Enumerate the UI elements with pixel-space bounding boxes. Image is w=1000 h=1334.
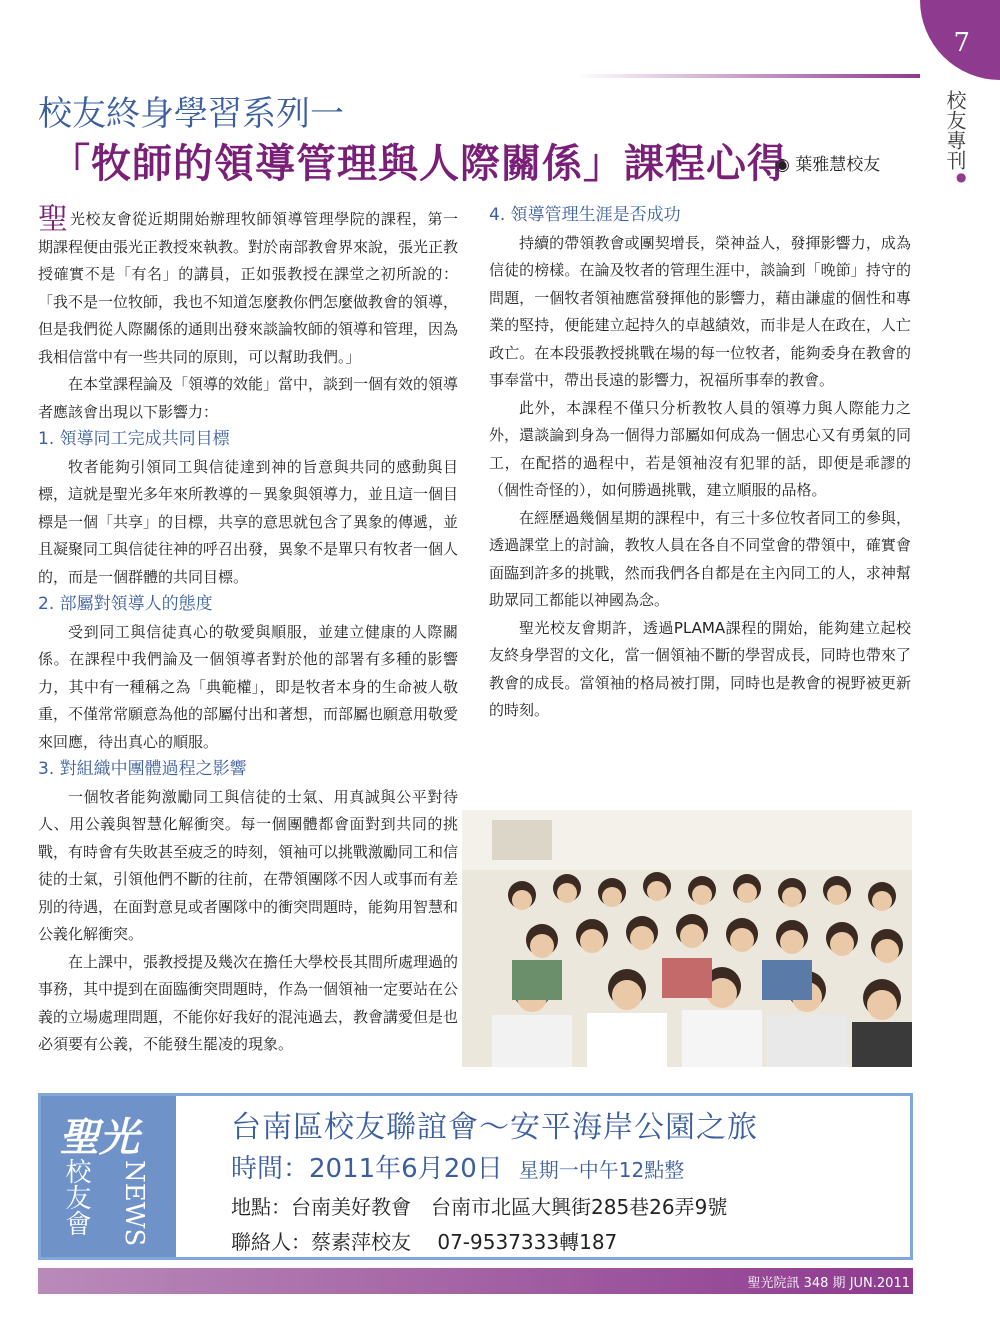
section-heading-4: 4. 領導管理生涯是否成功 [489, 205, 681, 225]
article-byline: ◉ 葉雅慧校友 [775, 155, 881, 175]
news-content [231, 1102, 758, 1255]
paragraph: 在經歷過幾個星期的課程中，有三十多位牧者同工的參與，透過課堂上的討論，教牧人員在各自不同堂會的帶領中，確實會面臨到許多的挑戰，然而我們各自都是在主內同工的人，求神幫助眾同工都能以神國為念。 [489, 508, 911, 609]
news-logo-main: 聖光 [59, 1114, 139, 1161]
paragraph: 受到同工與信徒真心的敬愛與順服，並建立健康的人際關係。在課程中我們論及一個領導者對於他的部署有多種的影響力，其中有一種稱之為「典範權」，即是牧者本身的生命被人敬重，不僅常常願意為他的部屬付出和著想，而部屬也願意用敬愛來回應，待出真心的順服。 [38, 622, 459, 751]
header-rule [575, 74, 920, 78]
paragraph: 牧者能夠引領同工與信徒達到神的旨意與共同的感動與目標，這就是聖光多年來所教導的－異象與領導力，並且這一個目標是一個「共享」的目標，共享的意思就包含了異象的傳遞，並且凝聚同工與信徒往神的呼召出發，異象不是單只有牧者一個人的，而是一個群體的共同目標。 [38, 457, 459, 586]
footer-issue: 聖光院訊 348 期 JUN.2011 [747, 1276, 910, 1291]
series-title: 校友終身學習系列一 [38, 94, 344, 134]
news-location: 地點：台南美好教會 台南市北區大興街285巷26弄9號 [231, 1195, 728, 1219]
drop-cap: 聖 [38, 202, 68, 237]
bullet-dot-icon: ● [956, 170, 967, 184]
right-column [489, 202, 911, 725]
paragraph: 聖光校友會期許，透過PLAMA課程的開始，能夠建立起校友終身學習的文化，當一個領袖不斷的學習成長，同時也帶來了教會的成長。當領袖的格局被打開，同時也是教會的視野被更新的時刻。 [489, 618, 911, 719]
intro-paragraph [38, 202, 459, 371]
group-photo [462, 810, 912, 1067]
news-logo-word: NEWS [119, 1160, 149, 1247]
news-title: 台南區校友聯誼會～安平海岸公園之旅 [231, 1110, 758, 1145]
news-logo-panel [41, 1096, 176, 1257]
section-heading-1: 1. 領導同工完成共同目標 [38, 429, 230, 449]
paragraph: 在上課中，張教授提及幾次在擔任大學校長其間所處理過的事務，其中提到在面臨衝突問題時，作為一個領袖一定要站在公義的立場處理問題，不能你好我好的混沌過去，教會講愛但是也必須要有公義，不能發生罷凌的現象。 [38, 952, 459, 1053]
article-headline: 「牧師的領導管理與人際關係」課程心得 [50, 141, 788, 187]
paragraph: 持續的帶領教會或團契增長，榮神益人，發揮影響力，成為信徒的榜樣。在論及牧者的管理生涯中，談論到「晚節」持守的問題，一個牧者領袖應當發揮他的影響力，藉由謙虛的個性和專業的堅持，便能建立起持久的卓越績效，而非是人在政在，人亡政亡。在本段張教授挑戰在場的每一位牧者，能夠委身在教會的事奉當中，帶出長遠的影響力，祝福所事奉的教會。 [489, 233, 911, 389]
paragraph: 在本堂課程論及「領導的效能」當中，談到一個有效的領導者應該會出現以下影響力： [38, 375, 459, 421]
news-time [231, 1148, 758, 1185]
paragraph: 此外，本課程不僅只分析教牧人員的領導力與人際能力之外，還談論到身為一個得力部屬如何成為一個忠心又有勇氣的同工，在配搭的過程中，若是領袖沒有犯罪的話，即便是乖謬的（個性奇怪的），如何勝過挑戰，建立順服的品格。 [489, 398, 911, 499]
news-announcement-box [38, 1093, 913, 1260]
section-heading-3: 3. 對組織中團體過程之影響 [38, 759, 247, 779]
news-logo-assoc: 校友會 [61, 1158, 91, 1236]
section-sidebar [942, 90, 982, 184]
news-time-extra: 星期一中午12點整 [518, 1158, 685, 1182]
news-contact: 聯絡人：蔡素萍校友 07-9537333轉187 [231, 1230, 618, 1254]
section-label: 校友專刊 [943, 90, 967, 170]
paragraph: 一個牧者能夠激勵同工與信徒的士氣、用真誠與公平對待人、用公義與智慧化解衝突。每一個團體都會面對到共同的挑戰，有時會有失敗甚至疲乏的時刻，領袖可以挑戰激勵同工和信徒的士氣，引領他們不斷的往前，在帶領團隊不因人或事而有差別的待遇，在面對意見或者團隊中的衝突問題時，能夠用智慧和公義化解衝突。 [38, 787, 459, 943]
section-heading-2: 2. 部屬對領導人的態度 [38, 594, 213, 614]
intro-text: 光校友會從近期開始辦理牧師領導管理學院的課程，第一期課程便由張光正教授來執教。對於南部教會界來說，張光正教授確實不是「有名」的講員，正如張教授在課堂之初所說的：「我不是一位牧師，我也不知道怎麼教你們怎麼做教會的領導，但是我們從人際關係的通則出發來談論牧師的領導和管理，因為我相信當中有一些共同的原則，可以幫助我們。」 [38, 210, 459, 366]
group-photo-illustration [462, 810, 912, 1067]
left-column [38, 202, 459, 1059]
page-number: 7 [953, 28, 970, 58]
news-time-date: 時間：2011年6月20日 [231, 1154, 503, 1184]
